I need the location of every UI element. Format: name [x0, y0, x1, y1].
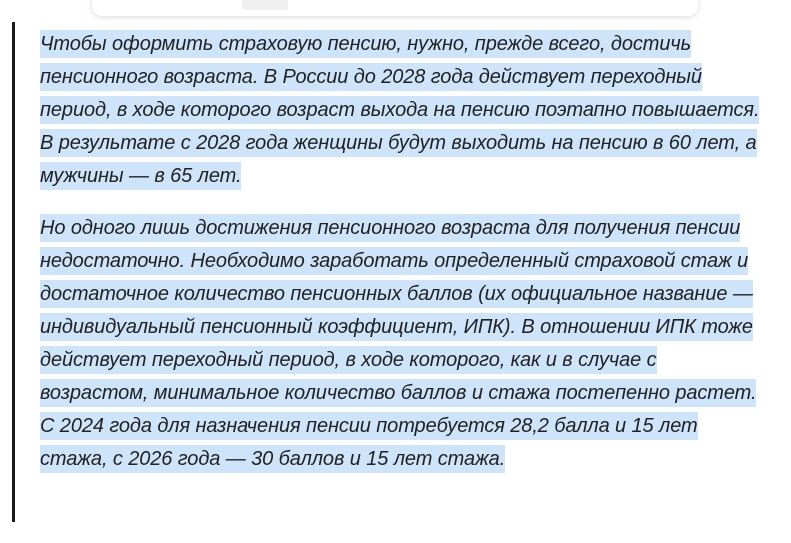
paragraph-1-text: Чтобы оформить страховую пенсию, нужно, прежде всего, достичь пенсионного возраста. В России до 2028 года действует переходный период, в ходе которого возраст выхода на пенсию поэтапно повышается. В результате с 2028 года женщины будут выходить на пенсию в 60 лет, а мужчины — в 65 лет.: [40, 30, 759, 190]
paragraph-1: [40, 28, 770, 193]
paragraph-2-text: Но одного лишь достижения пенсионного возраста для получения пенсии недостаточно. Необходимо заработать определенный страховой стаж и достаточное количество пенсионных баллов (их официальное название — индивидуальный пенсионный коэффициент, ИПК). В отношении ИПК тоже действует переходный период, в ходе которого, как и в случае с возрастом, минимальное количество баллов и стажа постепенно растет. С 2024 года для назначения пенсии потребуется 28,2 балла и 15 лет стажа, с 2026 года — 30 баллов и 15 лет стажа.: [40, 214, 756, 473]
blockquote-text: [40, 28, 770, 495]
top-card: [92, 0, 698, 16]
blockquote: [12, 22, 772, 522]
top-card-chip: [242, 0, 288, 10]
paragraph-2: [40, 212, 770, 476]
